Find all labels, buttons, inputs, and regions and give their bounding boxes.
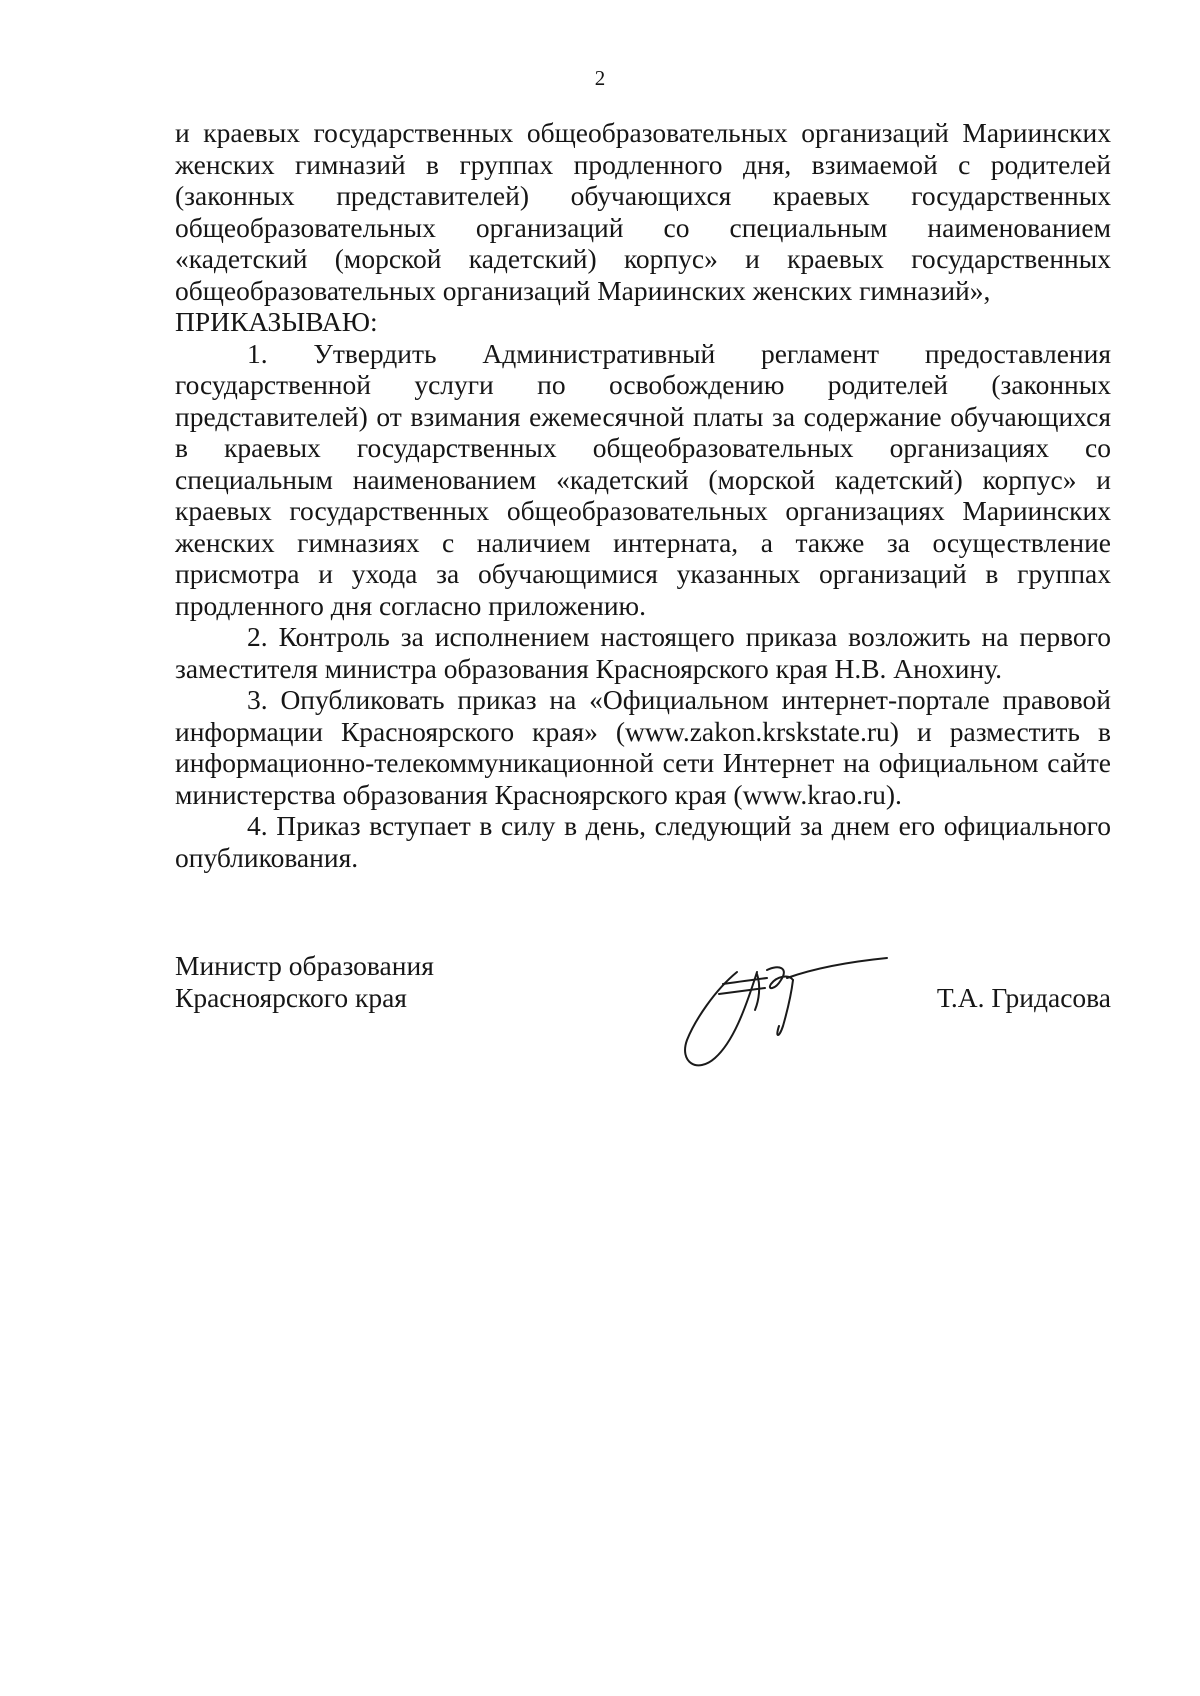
order-word: ПРИКАЗЫВАЮ: [175, 306, 378, 337]
intro-paragraph: и краевых государственных общеобразовательных организаций Мариинских женских гимназий в группах продленного дня, взимаемой с родителей (законных представителей) обучающихся краевых государственных общеобразовательных организаций со специальным наименованием «кадетский (морской кадетский) корпус» и краевых государственных общеобразовательных организаций Мариинских женских гимназий», [175, 117, 1111, 306]
document-body [175, 117, 1111, 873]
signature-block [175, 950, 1111, 1090]
handwritten-signature [675, 950, 895, 1070]
signatory-name: Т.А. Гридасова [936, 982, 1111, 1013]
page-number: 2 [594, 66, 606, 90]
order-item-2: 2. Контроль за исполнением настоящего приказа возложить на первого заместителя министра образования Красноярского края Н.В. Анохину. [175, 621, 1111, 684]
order-item-1: 1. Утвердить Административный регламент предоставления государственной услуги по освобождению родителей (законных представителей) от взимания ежемесячной платы за содержание обучающихся в краевых государственных общеобразовательных организациях со специальным наименованием «кадетский (морской кадетский) корпус» и краевых государственных общеобразовательных организациях Мариинских женских гимназиях с наличием интерната, а также за осуществление присмотра и ухода за обучающимися указанных организаций в группах продленного дня согласно приложению. [175, 337, 1111, 621]
signatory-title-line-2: Красноярского края [175, 982, 407, 1013]
order-item-4: 4. Приказ вступает в силу в день, следующий за днем его официального опубликования. [175, 810, 1111, 873]
order-item-3: 3. Опубликовать приказ на «Официальном интернет-портале правовой информации Красноярского края» (www.zakon.krskstate.ru) и разместить в информационно-телекоммуникационной сети Интернет на официальном сайте министерства образования Красноярского края (www.krao.ru). [175, 684, 1111, 810]
signatory-title-line-1: Министр образования [175, 950, 434, 981]
signatory-title [175, 950, 434, 1014]
